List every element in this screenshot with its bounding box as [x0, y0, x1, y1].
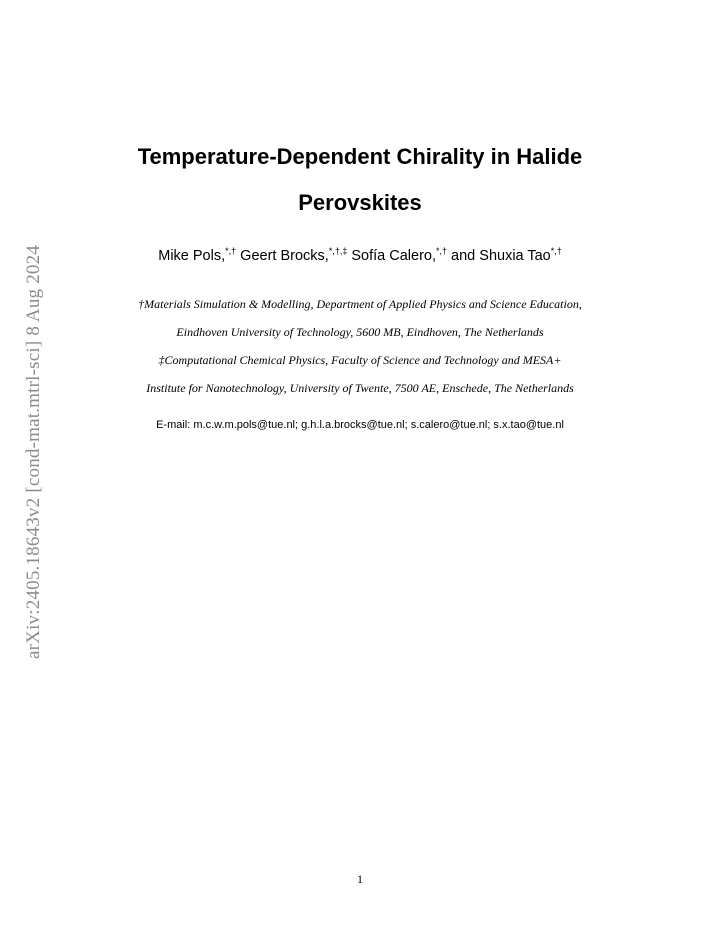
affiliation-line: †Materials Simulation & Modelling, Department of Applied Physics and Science Education, [138, 297, 582, 311]
affiliation-marks: *,† [436, 246, 448, 256]
title-line-1: Temperature-Dependent Chirality in Halide [137, 144, 583, 169]
affiliation-marks: *,† [225, 246, 237, 256]
arxiv-identifier-stamp: arXiv:2405.18643v2 [cond-mat.mtrl-sci] 8 Aug 2024 [23, 244, 44, 660]
author-name: and Shuxia Tao [451, 248, 551, 264]
contact-email: E-mail: m.c.w.m.pols@tue.nl; g.h.l.a.brocks@tue.nl; s.calero@tue.nl; s.x.tao@tue.nl [156, 419, 564, 431]
paper-title [0, 134, 720, 226]
author-list [0, 248, 720, 264]
affiliations [0, 290, 720, 402]
author-name: Sofía Calero, [351, 248, 436, 264]
affiliation-marks: *,† [550, 246, 562, 256]
page-number: 1 [357, 872, 363, 886]
title-line-2: Perovskites [298, 190, 422, 215]
author-name: Geert Brocks, [240, 248, 329, 264]
affiliation-line: Eindhoven University of Technology, 5600 MB, Eindhoven, The Netherlands [176, 325, 544, 339]
affiliation-line: ‡Computational Chemical Physics, Faculty of Science and Technology and MESA+ [158, 353, 562, 367]
affiliation-marks: *,†,‡ [328, 246, 348, 256]
author-name: Mike Pols, [158, 248, 226, 264]
affiliation-line: Institute for Nanotechnology, University of Twente, 7500 AE, Enschede, The Netherlands [146, 381, 574, 395]
